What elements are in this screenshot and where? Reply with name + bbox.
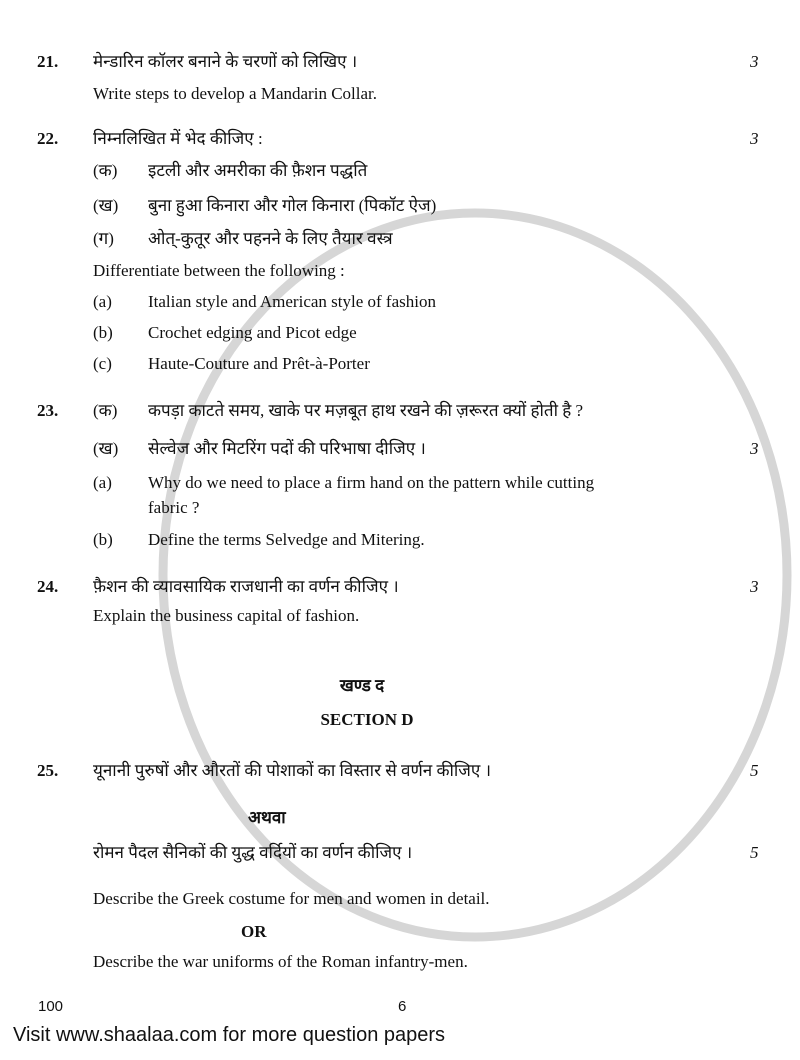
section-title: SECTION D — [320, 710, 414, 729]
question-hindi-alt: रोमन पैदल सैनिकों की युद्ध वर्दियों का वर्णन कीजिए । — [93, 843, 413, 862]
part-label: (क) — [93, 401, 118, 420]
question-hindi: निम्नलिखित में भेद कीजिए : — [93, 129, 263, 148]
part-text: ओत्-कुतूर और पहनने के लिए तैयार वस्त्र — [148, 229, 393, 248]
or-english: OR — [241, 922, 267, 941]
part-text: Haute-Couture and Prêt-à-Porter — [148, 354, 370, 373]
question-number: 21. — [37, 52, 59, 71]
section-title-hindi: खण्ड द — [339, 676, 385, 695]
question-hindi: फ़ैशन की व्यावसायिक राजधानी का वर्णन कीजिए । — [93, 577, 399, 596]
question-marks: 3 — [750, 439, 759, 458]
part-text: सेल्वेज और मिटरिंग पदों की परिभाषा दीजिए । — [148, 439, 426, 458]
part-label: (b) — [93, 323, 113, 342]
part-text: इटली और अमरीका की फ़ैशन पद्धति — [148, 161, 368, 180]
part-text: कपड़ा काटते समय, खाके पर मज़बूत हाथ रखने की ज़रूरत क्यों होती है ? — [148, 401, 584, 420]
question-marks: 3 — [750, 52, 759, 71]
part-label: (ख) — [93, 439, 119, 458]
part-label: (क) — [93, 161, 118, 180]
page-number: 6 — [398, 998, 407, 1015]
part-label: (a) — [93, 292, 112, 311]
question-number: 22. — [37, 129, 59, 148]
part-label: (ख) — [93, 196, 119, 215]
question-english: Describe the Greek costume for men and women in detail. — [93, 889, 490, 908]
visit-link[interactable]: Visit www.shaalaa.com for more question papers — [13, 1024, 446, 1046]
question-marks-alt: 5 — [750, 843, 759, 862]
part-label: (ग) — [93, 229, 114, 248]
question-english: Differentiate between the following : — [93, 261, 345, 280]
question-english: Write steps to develop a Mandarin Collar. — [93, 84, 377, 103]
part-label: (b) — [93, 530, 113, 549]
question-number: 23. — [37, 401, 59, 420]
question-marks: 3 — [750, 129, 759, 148]
paper-code: 100 — [38, 998, 64, 1015]
part-text: Italian style and American style of fashion — [148, 292, 436, 311]
question-number: 25. — [37, 761, 59, 780]
part-label: (c) — [93, 354, 112, 373]
part-text: Why do we need to place a firm hand on the pattern while cutting — [148, 473, 595, 492]
part-text: Crochet edging and Picot edge — [148, 323, 357, 342]
question-hindi: मेन्डारिन कॉलर बनाने के चरणों को लिखिए । — [93, 52, 358, 71]
question-marks: 5 — [750, 761, 759, 780]
part-label: (a) — [93, 473, 112, 492]
question-english: Explain the business capital of fashion. — [93, 606, 360, 625]
question-number: 24. — [37, 577, 59, 596]
question-hindi: यूनानी पुरुषों और औरतों की पोशाकों का विस्तार से वर्णन कीजिए । — [93, 761, 492, 780]
or-hindi: अथवा — [248, 808, 286, 827]
question-marks: 3 — [750, 577, 759, 596]
part-text-continued: fabric ? — [148, 498, 200, 517]
part-text: बुना हुआ किनारा और गोल किनारा (पिकॉट ऐज) — [148, 196, 437, 215]
question-english-alt: Describe the war uniforms of the Roman infantry-men. — [93, 952, 468, 971]
part-text: Define the terms Selvedge and Mitering. — [148, 530, 425, 549]
